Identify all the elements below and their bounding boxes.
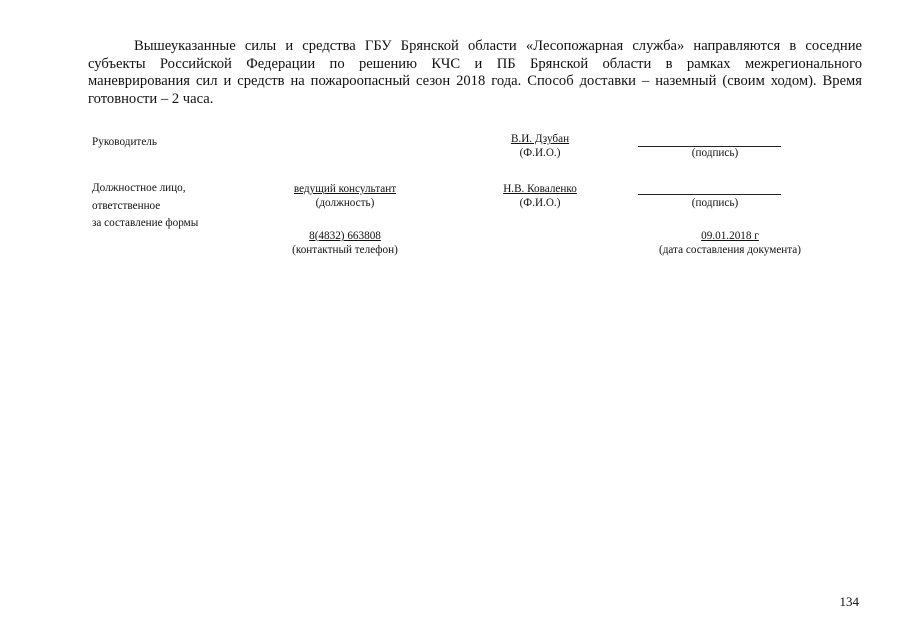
official-role-label: ответственное <box>92 200 161 212</box>
head-role-label: Руководитель <box>92 136 157 148</box>
head-name: В.И. Дзубан <box>510 133 570 145</box>
paragraph-line: маневрирования сил и средств на пожароопасный сезон 2018 года. Способ доставки – наземный (своим ходом). Время <box>88 73 862 89</box>
body-paragraph <box>88 38 862 108</box>
paragraph-line: Вышеуказанные силы и средства ГБУ Брянской области «Лесопожарная служба» направляются в соседние <box>134 38 862 54</box>
official-role-label: за составление формы <box>92 217 199 229</box>
document-date: 09.01.2018 г <box>701 230 759 242</box>
paragraph-line: готовности – 2 часа. <box>88 90 214 107</box>
official-signature-line <box>638 194 781 195</box>
official-name: Н.В. Коваленко <box>503 183 577 195</box>
official-position-caption: (должность) <box>315 197 375 209</box>
paragraph-line: субъекты Российской Федерации по решению КЧС и ПБ Брянской области в рамках межрегионального <box>88 55 862 72</box>
document-date-caption: (дата составления документа) <box>658 244 802 256</box>
official-signature-caption: (подпись) <box>691 197 739 209</box>
page-number: 134 <box>839 594 859 609</box>
official-position: ведущий консультант <box>293 183 397 195</box>
official-phone: 8(4832) 663808 <box>309 230 381 242</box>
official-name-caption: (Ф.И.О.) <box>519 197 561 209</box>
head-signature-caption: (подпись) <box>691 147 739 159</box>
head-name-caption: (Ф.И.О.) <box>519 147 561 159</box>
official-role-label: Должностное лицо, <box>92 182 186 194</box>
official-phone-caption: (контактный телефон) <box>292 244 398 256</box>
